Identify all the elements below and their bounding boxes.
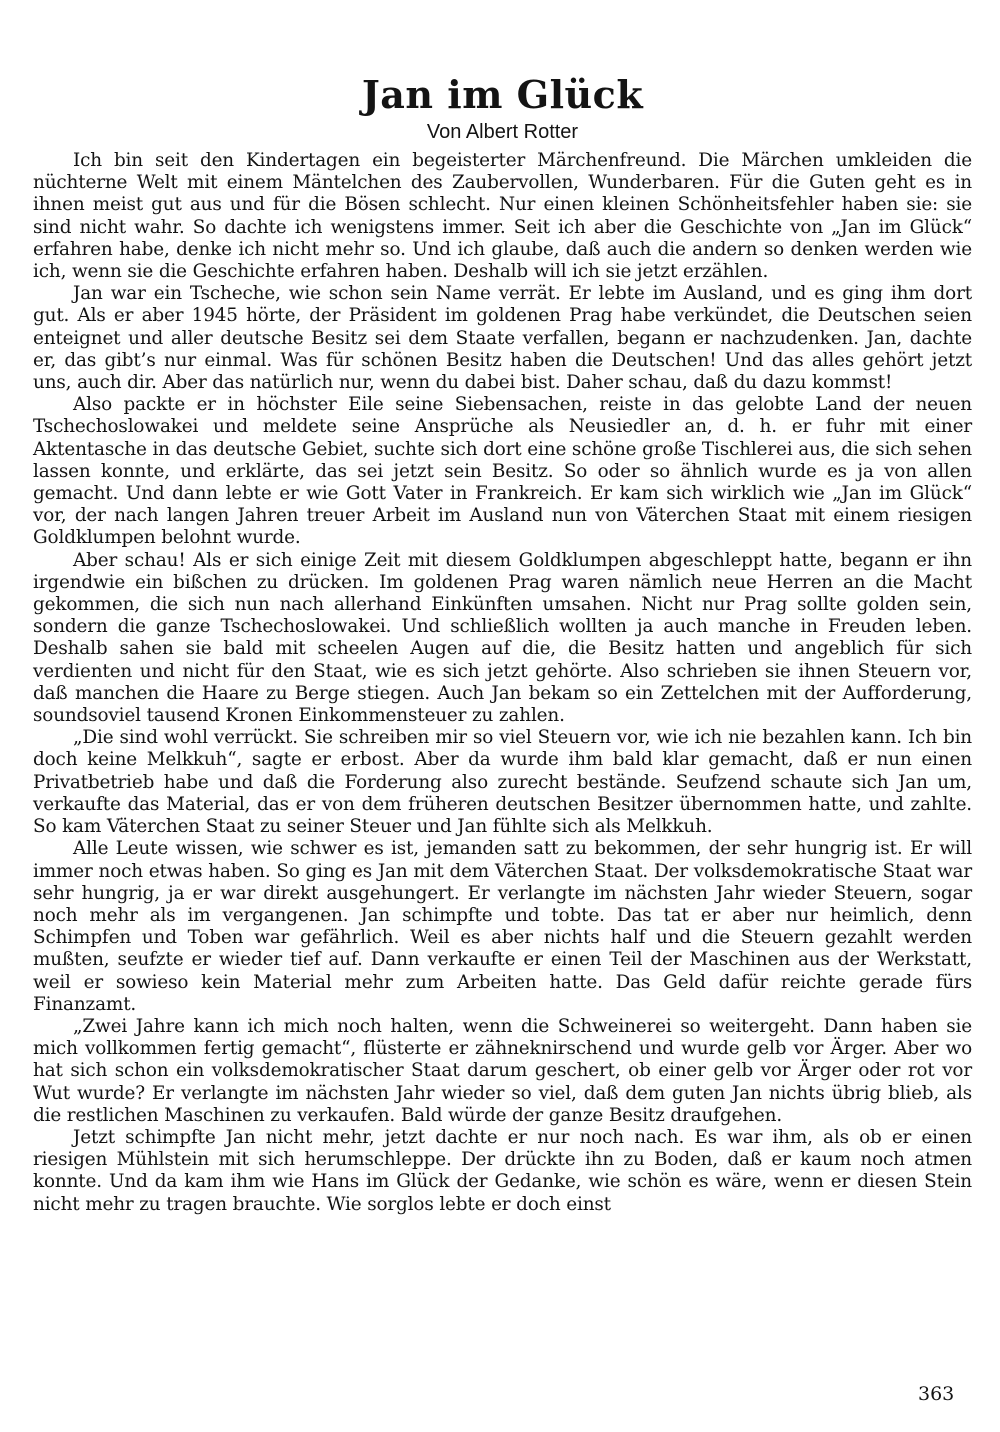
paragraph: Jetzt schimpfte Jan nicht mehr, jetzt dachte er nur noch nach. Es war ihm, als ob er einen riesigen Mühlstein mit sich herumschleppe. Der drückte ihn zu Boden, daß er kaum noch atmen konnte. Und da kam ihm wie Hans im Glück der Gedanke, wie schön es wäre, wenn er diesen Stein nicht mehr zu tragen brauchte. Wie sorglos lebte er doch einst [33,1126,972,1215]
paragraph: Alle Leute wissen, wie schwer es ist, jemanden satt zu bekommen, der sehr hungrig ist. Er will immer noch etwas haben. So ging es Jan mit dem Väterchen Staat. Der volksdemokratische Staat war sehr hungrig, ja er war direkt ausgehungert. Er verlangte im nächsten Jahr wieder Steuern, sogar noch mehr als im vergangenen. Jan schimpfte und tobte. Das tat er aber nur heimlich, denn Schimpfen und Toben war gefährlich. Weil es aber nichts half und die Steuern gezahlt werden mußten, seufzte er wieder tief auf. Dann verkaufte er einen Teil der Maschinen aus der Werkstatt, weil er sowieso kein Material mehr zum Arbeiten hatte. Das Geld dafür reichte gerade fürs Finanzamt. [33,838,972,1015]
paragraph: Also packte er in höchster Eile seine Siebensachen, reiste in das gelobte Land der neuen Tschechoslowakei und meldete seine Ansprüche als Neusiedler an, d. h. er fuhr mit einer Aktentasche in das deutsche Gebiet, suchte sich dort eine schöne große Tischlerei aus, die sich sehen lassen konnte, und erklärte, das sei jetzt sein Besitz. So oder so ähnlich wurde es ja von allen gemacht. Und dann lebte er wie Gott Vater in Frankreich. Er kam sich wirklich wie „Jan im Glück“ vor, der nach langen Jahren treuer Arbeit im Ausland nun von Väterchen Staat mit einem riesigen Goldklumpen belohnt wurde. [33,394,972,549]
paragraph: „Die sind wohl verrückt. Sie schreiben mir so viel Steuern vor, wie ich nie bezahlen kann. Ich bin doch keine Melkkuh“, sagte er erbost. Aber da wurde ihm bald klar gemacht, daß er nun einen Privatbetrieb habe und daß die Forderung also zurecht bestände. Seufzend schaute sich Jan um, verkaufte das Material, das er von dem früheren deutschen Besitzer übernommen hatte, und zahlte. So kam Väterchen Staat zu seiner Steuer und Jan fühlte sich als Melkkuh. [33,727,972,838]
paragraph: Ich bin seit den Kindertagen ein begeisterter Märchenfreund. Die Märchen umkleiden die nüchterne Welt mit einem Mäntelchen des Zaubervollen, Wunderbaren. Für die Guten geht es in ihnen meist gut aus und für die Bösen schlecht. Nur einen kleinen Schönheitsfehler haben sie: sie sind nicht wahr. So dachte ich wenigstens immer. Seit ich aber die Geschichte von „Jan im Glück“ erfahren habe, denke ich nicht mehr so. Und ich glaube, daß auch die andern so denken werden wie ich, wenn sie die Geschichte erfahren haben. Deshalb will ich sie jetzt erzählen. [33,150,972,283]
page-number: 363 [918,1383,955,1405]
paragraph: „Zwei Jahre kann ich mich noch halten, wenn die Schweinerei so weitergeht. Dann haben sie mich vollkommen fertig gemacht“, flüsterte er zähneknirschend und wurde gelb vor Ärger. Aber wo hat sich schon ein volksdemokratischer Staat darum geschert, ob einer gelb vor Ärger oder rot vor Wut wurde? Er verlangte im nächsten Jahr wieder so viel, daß dem guten Jan nichts übrig blieb, als die restlichen Maschinen zu verkaufen. Bald würde der ganze Besitz draufgehen. [33,1015,972,1126]
paragraph: Jan war ein Tscheche, wie schon sein Name verrät. Er lebte im Ausland, und es ging ihm dort gut. Als er aber 1945 hörte, der Präsident im goldenen Prag habe verkündet, die Deutschen seien enteignet und aller deutsche Besitz sei dem Staate verfallen, begann er nachzudenken. Jan, dachte er, das gibt’s nur einmal. Was für schönen Besitz haben die Deutschen! Und das alles gehört jetzt uns, auch dir. Aber das natürlich nur, wenn du dabei bist. Daher schau, daß du dazu kommst! [33,283,972,394]
article-title: Jan im Glück [361,72,644,117]
article-byline: Von Albert Rotter [426,121,579,143]
paragraph: Aber schau! Als er sich einige Zeit mit diesem Goldklumpen abgeschleppt hatte, begann er ihn irgendwie ein bißchen zu drücken. Im goldenen Prag waren nämlich neue Herren an die Macht gekommen, die sich nun nach allerhand Einkünften umsahen. Nicht nur Prag sollte golden sein, sondern die ganze Tschechoslowakei. Und schließlich wollten ja auch manche in Freuden leben. Deshalb sahen sie bald mit scheelen Augen auf die, die Besitz hatten und angeblich für sich verdienten und nicht für den Staat, wie es sich jetzt gehörte. Also schrieben sie ihnen Steuern vor, daß manchen die Haare zu Berge stiegen. Auch Jan bekam so ein Zettelchen mit der Aufforderung, soundsoviel tausend Kronen Einkommensteuer zu zahlen. [33,549,972,727]
article-body [33,150,972,1216]
article [33,72,972,1216]
